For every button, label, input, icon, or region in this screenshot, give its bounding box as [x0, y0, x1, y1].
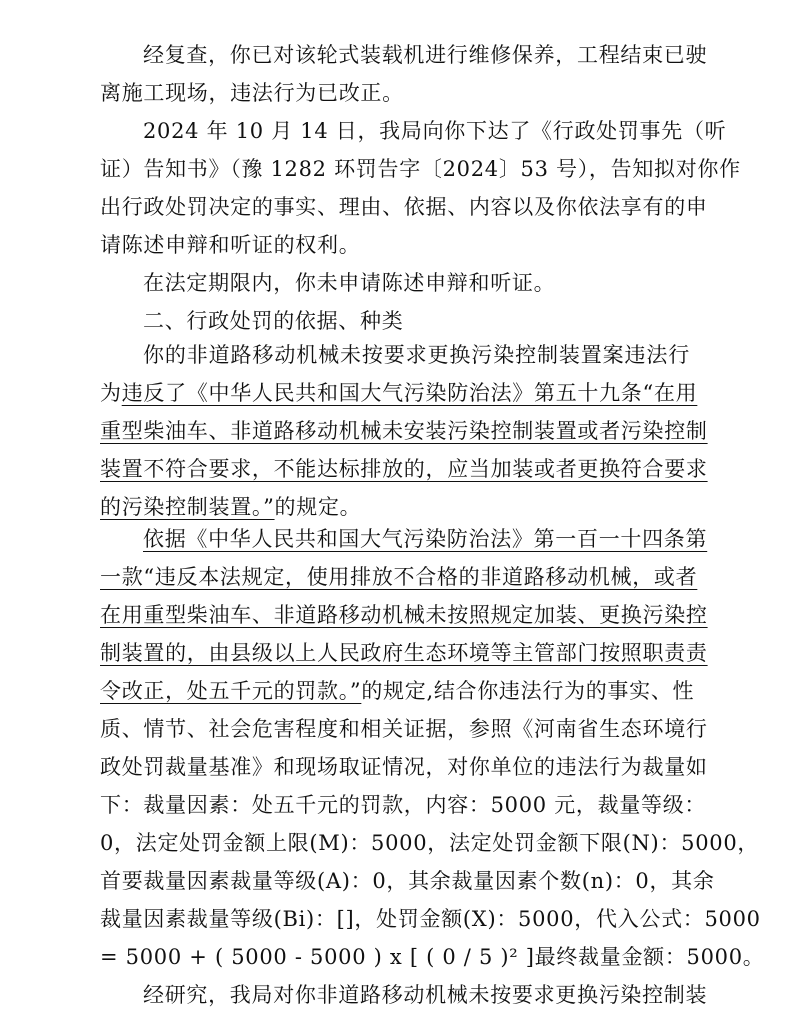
text-span: 的规定。 [274, 495, 362, 519]
text-line: 在法定期限内，你未申请陈述申辩和听证。 [143, 271, 556, 295]
text-line: 二、行政处罚的依据、种类 [143, 309, 404, 333]
underlined-legal-quote: 违反了《中华人民共和国大气污染防治法》第五十九条“在用 [121, 381, 698, 405]
text-line [100, 672, 695, 710]
text-line [100, 634, 708, 672]
text-line: 质、情节、社会危害程度和相关证据，参照《河南省生态环境行 [100, 717, 708, 741]
underlined-legal-quote: 制装置的，由县级以上人民政府生态环境等主管部门按照职责责 [100, 641, 708, 665]
text-line: 裁量因素裁量等级(Bi)：[]，处罚金额(X)：5000，代入公式：5000 [100, 907, 761, 931]
text-line: 经复查，你已对该轮式装载机进行维修保养，工程结束已驶 [143, 43, 708, 67]
text-line: 离施工现场，违法行为已改正。 [100, 81, 404, 105]
text-line [100, 558, 698, 596]
text-line: 出行政处罚决定的事实、理由、依据、内容以及你依法享有的申 [100, 195, 708, 219]
text-line: 2024 年 10 月 14 日，我局向你下达了《行政处罚事先（听 [143, 119, 727, 143]
underlined-legal-quote: 在用重型柴油车、非道路移动机械未按照规定加装、更换污染控 [100, 603, 708, 627]
text-line [100, 412, 708, 450]
underlined-legal-quote: 重型柴油车、非道路移动机械未安装污染控制装置或者污染控制 [100, 419, 708, 443]
text-line [143, 520, 708, 558]
text-line: 下：裁量因素：处五千元的罚款，内容：5000 元，裁量等级： [100, 793, 707, 817]
underlined-legal-quote: 的污染控制装置。” [100, 495, 275, 519]
underlined-legal-quote: 令改正，处五千元的罚款。” [100, 679, 362, 703]
text-line: 政处罚裁量基准》和现场取证情况，对你单位的违法行为裁量如 [100, 755, 708, 779]
text-line [100, 374, 698, 412]
underlined-legal-quote: 一款“违反本法规定，使用排放不合格的非道路移动机械，或者 [100, 565, 698, 589]
text-line [100, 596, 708, 634]
text-line: 0，法定处罚金额上限(M)：5000，法定处罚金额下限(N)：5000， [100, 831, 760, 855]
text-span: 的规定,结合你违法行为的事实、性 [361, 679, 695, 703]
underlined-legal-quote: 装置不符合要求，不能达标排放的，应当加装或者更换符合要求 [100, 457, 708, 481]
text-line: 请陈述申辩和听证的权利。 [100, 233, 361, 257]
text-line: 你的非道路移动机械未按要求更换污染控制装置案违法行 [143, 343, 690, 367]
underlined-legal-quote: 依据《中华人民共和国大气污染防治法》第一百一十四条第 [143, 527, 708, 551]
text-line: 证）告知书》（豫 1282 环罚告字〔2024〕53 号），告知拟对你作 [100, 157, 741, 181]
text-line: 首要裁量因素裁量等级(A)：0，其余裁量因素个数(n)：0，其余 [100, 869, 715, 893]
text-span: 为 [100, 381, 122, 405]
text-line: 经研究，我局对你非道路移动机械未按要求更换污染控制装 [143, 983, 708, 1007]
text-line: = 5000 + ( 5000 - 5000 ) x [ ( 0 / 5 )² ]最终裁量金额：5000。 [100, 945, 765, 969]
text-line [100, 450, 708, 488]
